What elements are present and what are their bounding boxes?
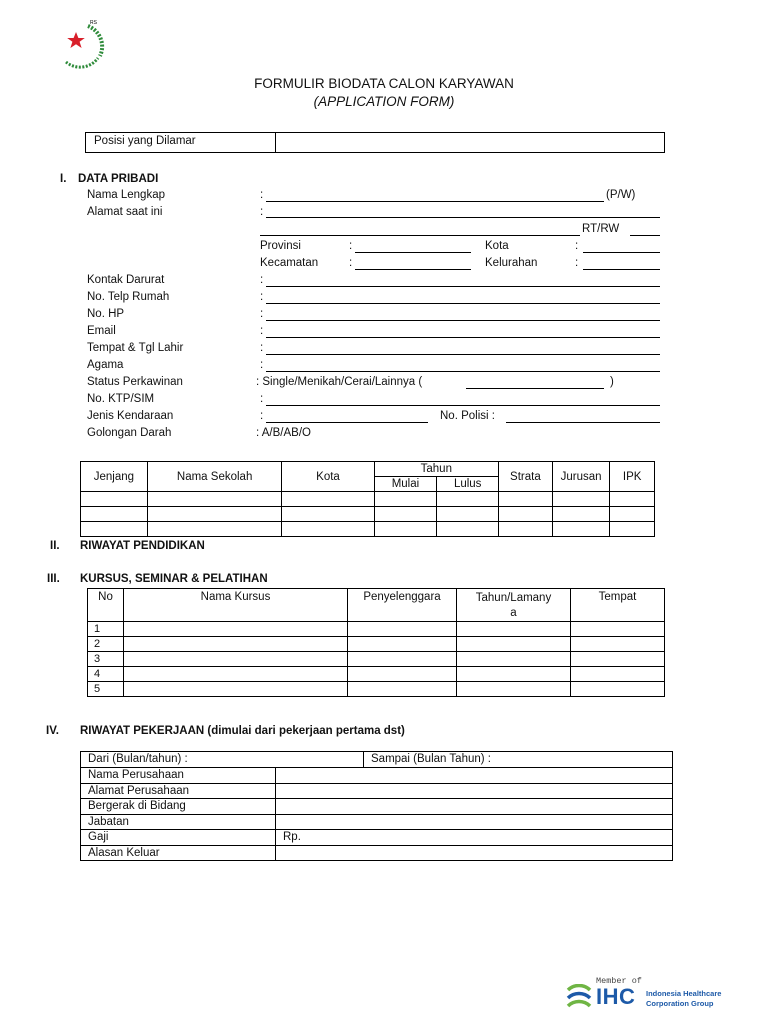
col-strata: Strata	[499, 462, 553, 492]
ihc-symbol-icon	[564, 984, 594, 1012]
kecamatan-input-line[interactable]	[355, 269, 471, 270]
table-row	[81, 492, 655, 507]
col-ipk: IPK	[610, 462, 655, 492]
section2-title: RIWAYAT PENDIDIKAN	[80, 540, 205, 552]
label-polisi: No. Polisi :	[440, 410, 495, 422]
darah-options: : A/B/AB/O	[256, 427, 311, 439]
ihc-line1: Indonesia Healthcare	[646, 989, 722, 998]
form-title: FORMULIR BIODATA CALON KARYAWAN	[254, 76, 514, 91]
label-darah: Golongan Darah	[87, 427, 172, 439]
posisi-table	[85, 132, 665, 153]
nama-input-line[interactable]	[266, 201, 604, 202]
label-alamat-perusahaan: Alamat Perusahaan	[81, 783, 276, 799]
rtrw-input-line[interactable]	[630, 235, 660, 236]
table-row	[81, 507, 655, 522]
education-table	[80, 461, 655, 537]
row-number: 5	[88, 682, 124, 697]
email-input-line[interactable]	[266, 337, 660, 338]
agama-input-line[interactable]	[266, 371, 660, 372]
table-row	[81, 845, 673, 861]
label-bidang: Bergerak di Bidang	[81, 799, 276, 815]
colon: :	[260, 359, 264, 371]
posisi-input[interactable]	[276, 133, 665, 153]
ihc-line2: Corporation Group	[646, 999, 714, 1008]
label-nama: Nama Lengkap	[87, 189, 165, 201]
colon: :	[349, 257, 353, 269]
colon: :	[349, 240, 353, 252]
col-lulus: Lulus	[437, 477, 499, 492]
colon: :	[260, 342, 264, 354]
section3-number: III.	[47, 573, 60, 585]
colon: :	[260, 308, 264, 320]
status-options: : Single/Menikah/Cerai/Lainnya (	[256, 376, 423, 388]
polisi-input-line[interactable]	[506, 422, 660, 423]
colon: :	[260, 325, 264, 337]
table-row	[81, 783, 673, 799]
col-tahun-lamanya-line2: a	[510, 607, 517, 619]
section1-number: I.	[60, 173, 67, 185]
label-kontak: Kontak Darurat	[87, 274, 165, 286]
colon: :	[260, 206, 264, 218]
label-ttl: Tempat & Tgl Lahir	[87, 342, 184, 354]
member-of-text: Member of	[596, 976, 642, 986]
col-tahun-lamanya-line1: Tahun/Lamany	[475, 592, 552, 604]
colon: :	[260, 410, 264, 422]
label-kelurahan: Kelurahan	[485, 257, 538, 269]
label-pw: (P/W)	[606, 189, 636, 201]
colon: :	[260, 393, 264, 405]
label-agama: Agama	[87, 359, 124, 371]
telp-input-line[interactable]	[266, 303, 660, 304]
status-close: )	[610, 376, 614, 388]
label-kendaraan: Jenis Kendaraan	[87, 410, 174, 422]
col-kota: Kota	[282, 462, 374, 492]
col-nama-sekolah: Nama Sekolah	[147, 462, 282, 492]
colon: :	[260, 189, 264, 201]
colon: :	[260, 291, 264, 303]
row-number: 2	[88, 637, 124, 652]
hp-input-line[interactable]	[266, 320, 660, 321]
table-row	[81, 768, 673, 784]
col-no: No	[88, 589, 124, 622]
alamat-input-line-1[interactable]	[266, 217, 660, 218]
table-row	[88, 637, 665, 652]
ihc-logo	[564, 974, 734, 1014]
col-nama-kursus: Nama Kursus	[124, 589, 348, 622]
label-kota: Kota	[485, 240, 509, 252]
label-alamat: Alamat saat ini	[87, 206, 163, 218]
job-table	[80, 751, 673, 861]
col-jenjang: Jenjang	[81, 462, 148, 492]
label-provinsi: Provinsi	[260, 240, 301, 252]
label-sampai[interactable]: Sampai (Bulan Tahun) :	[371, 753, 491, 765]
label-telp: No. Telp Rumah	[87, 291, 170, 303]
label-kecamatan: Kecamatan	[260, 257, 319, 269]
col-tempat: Tempat	[571, 589, 665, 622]
label-rtrw: RT/RW	[582, 223, 620, 235]
table-row	[88, 622, 665, 637]
row-number: 3	[88, 652, 124, 667]
table-row	[81, 799, 673, 815]
section4-number: IV.	[46, 725, 60, 737]
row-number: 4	[88, 667, 124, 682]
label-gaji: Gaji	[81, 830, 276, 846]
col-jurusan: Jurusan	[552, 462, 610, 492]
section2-number: II.	[50, 540, 60, 552]
status-input-line[interactable]	[466, 388, 604, 389]
label-email: Email	[87, 325, 116, 337]
section1-title: DATA PRIBADI	[78, 173, 159, 185]
svg-text:RS: RS	[90, 20, 97, 26]
kendaraan-input-line[interactable]	[266, 422, 428, 423]
course-table	[87, 588, 665, 697]
provinsi-input-line[interactable]	[355, 252, 471, 253]
table-row	[81, 830, 673, 846]
col-tahun: Tahun	[374, 462, 499, 477]
kelurahan-input-line[interactable]	[583, 269, 660, 270]
label-hp: No. HP	[87, 308, 125, 320]
col-tahun-lamanya	[457, 589, 571, 622]
table-row	[81, 522, 655, 537]
section4-title: RIWAYAT PEKERJAAN (dimulai dari pekerjaan pertama dst)	[80, 725, 405, 737]
row-number: 1	[88, 622, 124, 637]
form-subtitle: (APPLICATION FORM)	[313, 94, 455, 109]
col-penyelenggara: Penyelenggara	[348, 589, 457, 622]
label-jabatan: Jabatan	[81, 814, 276, 830]
posisi-label: Posisi yang Dilamar	[86, 133, 276, 153]
kontak-input-line[interactable]	[266, 286, 660, 287]
table-row	[88, 682, 665, 697]
colon: :	[575, 257, 579, 269]
ihc-wordmark: IHC	[596, 984, 636, 1009]
table-row	[88, 667, 665, 682]
kota-input-line[interactable]	[583, 252, 660, 253]
gaji-value[interactable]: Rp.	[276, 830, 673, 846]
hospital-logo	[36, 14, 126, 70]
alamat-input-line-2[interactable]	[260, 235, 580, 236]
label-alasan-keluar: Alasan Keluar	[81, 845, 276, 861]
table-row	[81, 814, 673, 830]
label-nama-perusahaan: Nama Perusahaan	[81, 768, 276, 784]
colon: :	[260, 274, 264, 286]
section3-title: KURSUS, SEMINAR & PELATIHAN	[80, 573, 268, 585]
ktp-input-line[interactable]	[266, 405, 660, 406]
table-row	[88, 652, 665, 667]
ttl-input-line[interactable]	[266, 354, 660, 355]
label-dari[interactable]: Dari (Bulan/tahun) :	[81, 752, 364, 767]
col-mulai: Mulai	[374, 477, 437, 492]
label-ktp: No. KTP/SIM	[87, 393, 155, 405]
colon: :	[575, 240, 579, 252]
label-status: Status Perkawinan	[87, 376, 183, 388]
